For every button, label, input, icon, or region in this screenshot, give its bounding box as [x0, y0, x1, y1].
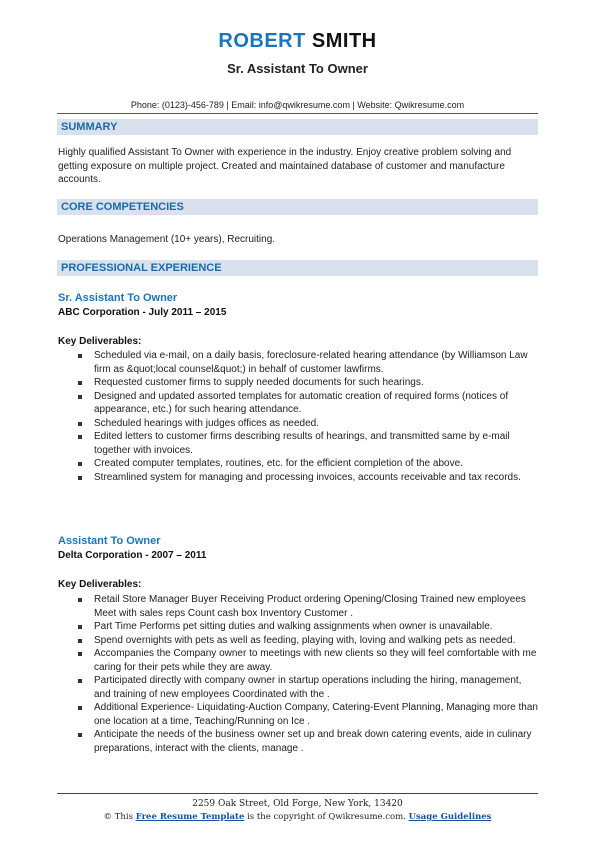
- list-item: Additional Experience- Liquidating-Auction Company, Catering-Event Planning, Managing more than one location at a time, Teaching/Running on Ice .: [58, 701, 538, 728]
- job-company: Delta Corporation - 2007 – 2011: [58, 550, 207, 561]
- job-company: ABC Corporation - July 2011 – 2015: [58, 307, 227, 318]
- copyright-middle: is the copyright of Qwikresume.com.: [244, 812, 409, 822]
- section-heading-summary: SUMMARY: [57, 119, 538, 135]
- list-item: Scheduled hearings with judges offices as needed.: [58, 417, 538, 431]
- job-title: Assistant To Owner: [58, 535, 161, 547]
- list-item: Scheduled via e-mail, on a daily basis, foreclosure-related hearing attendance (by Williamson Law firm as &quot;local counsel&quot;) in behalf of customer lawfirms.: [58, 349, 538, 376]
- last-name: SMITH: [311, 30, 377, 52]
- usage-guidelines-link[interactable]: Usage Guidelines: [408, 812, 492, 822]
- key-deliverables-label: Key Deliverables:: [58, 579, 142, 590]
- footer-divider: [57, 793, 538, 794]
- list-item: Retail Store Manager Buyer Receiving Product ordering Opening/Closing Trained new employees Meet with sales reps Count cash box Inventory Customer .: [58, 593, 538, 620]
- section-heading-competencies: CORE COMPETENCIES: [57, 199, 538, 215]
- list-item: Created computer templates, routines, etc. for the efficient completion of the above.: [58, 457, 538, 471]
- list-item: Accompanies the Company owner to meetings with new clients so they will feel comfortable with me caring for their pets while they are away.: [58, 647, 538, 674]
- list-item: Participated directly with company owner in startup operations including the hiring, management, and training of new employees Coordinated with the .: [58, 674, 538, 701]
- candidate-job-title: Sr. Assistant To Owner: [227, 61, 368, 76]
- summary-text: Highly qualified Assistant To Owner with experience in the industry. Enjoy creative problem solving and getting exposure on multiple project. Created and maintained database of customer and manufacture accounts.: [58, 147, 512, 185]
- list-item: Requested customer firms to supply needed documents for such hearings.: [58, 376, 538, 390]
- competencies-text: Operations Management (10+ years), Recruiting.: [58, 234, 276, 245]
- copyright-prefix: © This: [103, 812, 136, 822]
- job-title: Sr. Assistant To Owner: [58, 292, 178, 304]
- footer-copyright: [0, 812, 595, 822]
- list-item: Designed and updated assorted templates for automatic creation of required forms (notices of appearance, etc.) for such hearing attendance.: [58, 390, 538, 417]
- section-heading-experience: PROFESSIONAL EXPERIENCE: [57, 260, 538, 276]
- list-item: Spend overnights with pets as well as feeding, playing with, loving and walking pets as needed.: [58, 634, 538, 648]
- header-divider: [57, 113, 538, 114]
- footer-address: 2259 Oak Street, Old Forge, New York, 13420: [192, 799, 403, 809]
- list-item: Streamlined system for managing and processing invoices, accounts receivable and tax records.: [58, 471, 538, 485]
- deliverables-list: [58, 593, 538, 755]
- list-item: Edited letters to customer firms describing results of hearings, and transmitted same by e-mail together with invoices.: [58, 430, 538, 457]
- list-item: Anticipate the needs of the business owner set up and break down catering events, aide in culinary preparations, interact with the clients, manage .: [58, 728, 538, 755]
- list-item: Part Time Performs pet sitting duties and walking assignments when owner is unavailable.: [58, 620, 538, 634]
- candidate-name: [0, 30, 595, 53]
- key-deliverables-label: Key Deliverables:: [58, 336, 142, 347]
- deliverables-list: [58, 349, 538, 484]
- first-name: ROBERT: [218, 30, 306, 52]
- contact-line: Phone: (0123)-456-789 | Email: info@qwikresume.com | Website: Qwikresume.com: [130, 100, 465, 110]
- free-resume-template-link[interactable]: Free Resume Template: [135, 812, 245, 822]
